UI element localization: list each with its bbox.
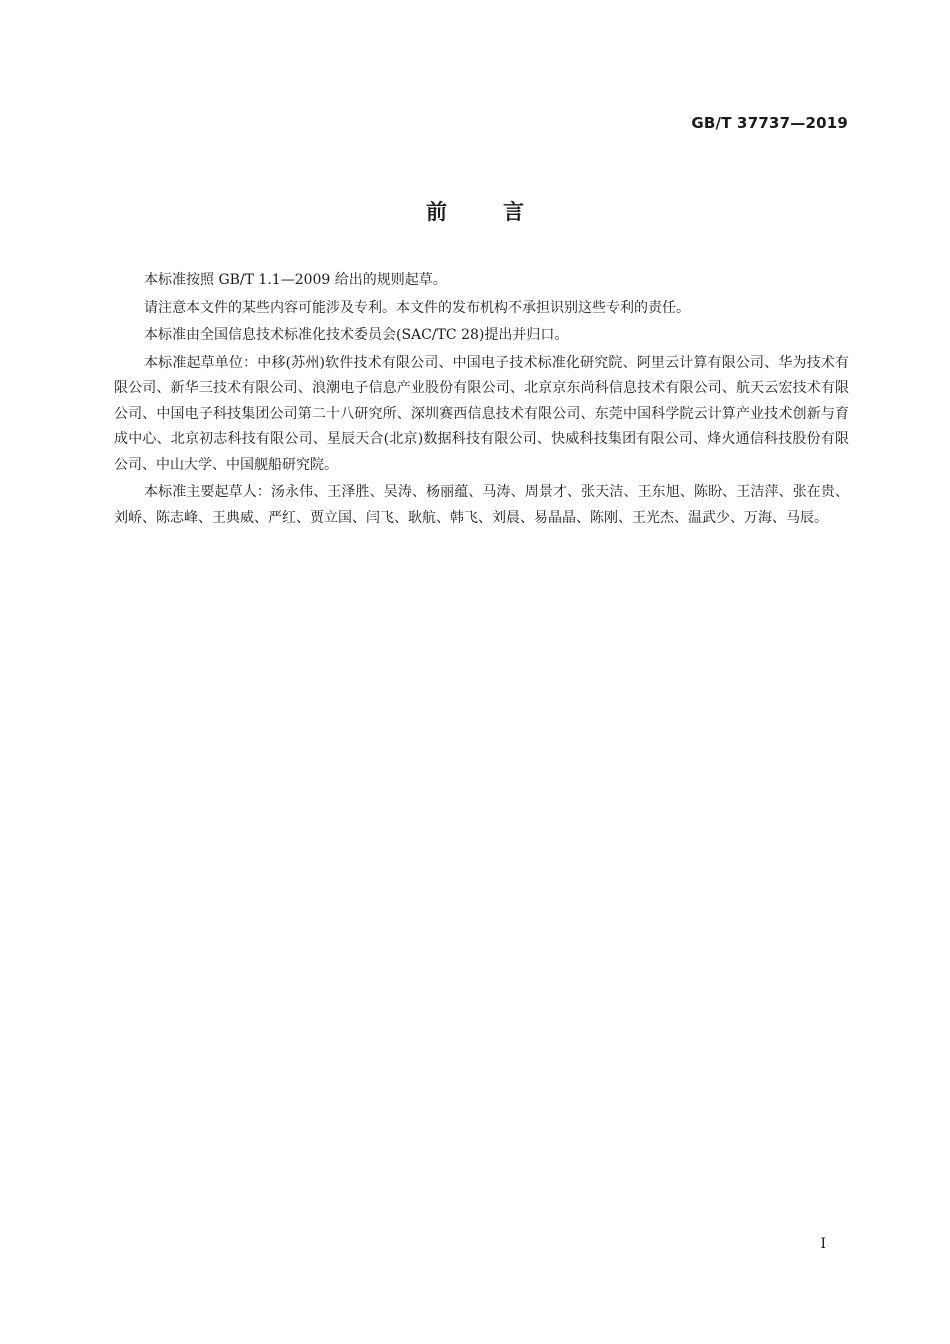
standard-code: GB/T 37737—2019 — [691, 114, 848, 132]
paragraph-main-drafters: 本标准主要起草人：汤永伟、王泽胜、吴涛、杨丽蕴、马涛、周景才、张天洁、王东旭、陈盼、王洁萍、张在贵、刘峤、陈志峰、王典威、严红、贾立国、闫飞、耿航、韩飞、刘晨、易晶晶、陈刚、王光杰、温武少、万海、马辰。 — [114, 484, 849, 526]
paragraph-proposer: 本标准由全国信息技术标准化技术委员会(SAC/TC 28)提出并归口。 — [144, 327, 569, 343]
paragraph-drafting-rules: 本标准按照 GB/T 1.1—2009 给出的规则起草。 — [144, 272, 447, 288]
page-number: I — [820, 1236, 826, 1252]
page-title: 前言 — [426, 200, 580, 224]
paragraph-patent-notice: 请注意本文件的某些内容可能涉及专利。本文件的发布机构不承担识别这些专利的责任。 — [144, 299, 690, 316]
document-body — [114, 268, 849, 533]
paragraph-drafting-units: 本标准起草单位：中移(苏州)软件技术有限公司、中国电子技术标准化研究院、阿里云计算有限公司、华为技术有限公司、新华三技术有限公司、浪潮电子信息产业股份有限公司、北京京东尚科信息技术有限公司、航天云宏技术有限公司、中国电子科技集团公司第二十八研究所、深圳赛西信息技术有限公司、东莞中国科学院云计算产业技术创新与育成中心、北京初志科技有限公司、星辰天合(北京)数据科技有限公司、快威科技集团有限公司、烽火通信科技股份有限公司、中山大学、中国舰船研究院。 — [114, 354, 849, 473]
